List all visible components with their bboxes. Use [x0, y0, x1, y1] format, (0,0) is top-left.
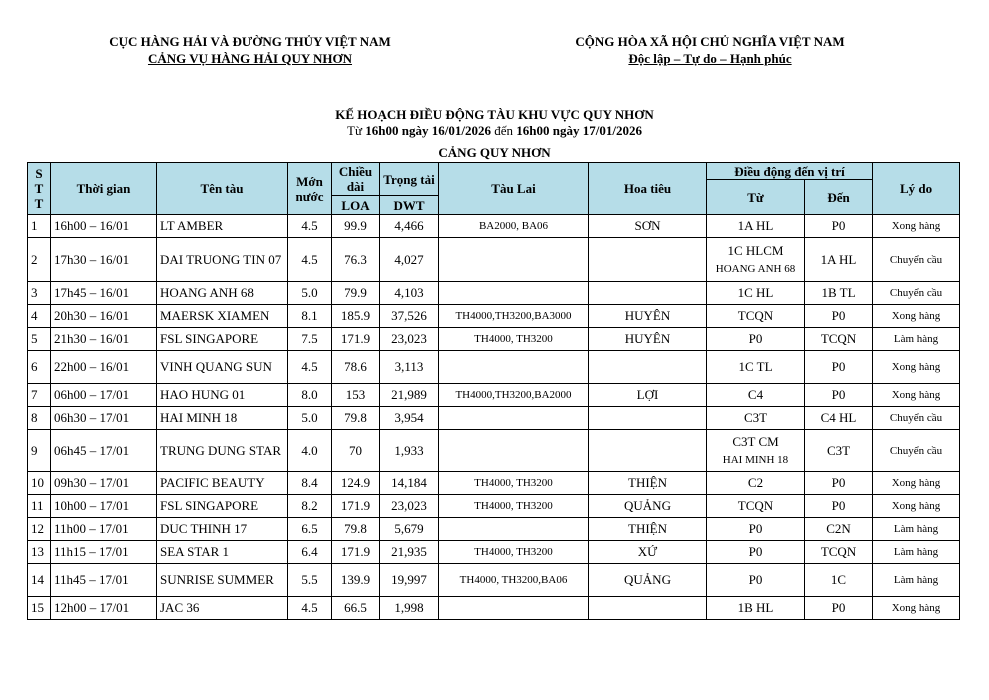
- row-tugs: [439, 407, 589, 430]
- row-dwt: 23,023: [380, 328, 439, 351]
- row-from: [707, 407, 805, 430]
- table-row: [28, 564, 960, 597]
- row-reason: Làm hàng: [873, 328, 960, 351]
- col-length-unit: LOA: [332, 196, 380, 215]
- row-time: 06h30 – 17/01: [51, 407, 157, 430]
- row-draft: 8.2: [288, 495, 332, 518]
- row-loa: 79.8: [332, 518, 380, 541]
- row-stt: 14: [28, 564, 51, 597]
- row-time: 12h00 – 17/01: [51, 597, 157, 620]
- from-word: Từ: [347, 123, 363, 138]
- row-draft: 4.5: [288, 351, 332, 384]
- row-draft: 5.5: [288, 564, 332, 597]
- row-time: 06h00 – 17/01: [51, 384, 157, 407]
- row-from-note: HOANG ANH 68: [715, 262, 796, 275]
- row-pilot: [589, 430, 707, 472]
- row-time: 17h45 – 16/01: [51, 282, 157, 305]
- table-row: [28, 518, 960, 541]
- row-draft: 4.5: [288, 597, 332, 620]
- row-dwt: 19,997: [380, 564, 439, 597]
- row-pilot: QUẢNG: [589, 564, 707, 597]
- to-word: đến: [494, 123, 514, 138]
- row-tugs: TH4000, TH3200: [439, 472, 589, 495]
- row-stt: 1: [28, 215, 51, 238]
- row-dwt: 3,954: [380, 407, 439, 430]
- row-time: 11h00 – 17/01: [51, 518, 157, 541]
- row-draft: 5.0: [288, 407, 332, 430]
- row-reason: Làm hàng: [873, 541, 960, 564]
- row-reason: Chuyển cầu: [873, 430, 960, 472]
- motto: Độc lập – Tự do – Hạnh phúc: [628, 51, 792, 66]
- row-pilot: THIỆN: [589, 518, 707, 541]
- row-dwt: 21,935: [380, 541, 439, 564]
- row-from: [707, 430, 805, 472]
- row-to: 1C: [805, 564, 873, 597]
- table-row: [28, 407, 960, 430]
- row-tugs: [439, 351, 589, 384]
- row-dwt: 37,526: [380, 305, 439, 328]
- row-time: 22h00 – 16/01: [51, 351, 157, 384]
- table-row: [28, 384, 960, 407]
- row-pilot: HUYÊN: [589, 305, 707, 328]
- row-from-berth: P0: [748, 572, 763, 587]
- row-ship-name: LT AMBER: [157, 215, 288, 238]
- row-draft: 8.4: [288, 472, 332, 495]
- row-time: 09h30 – 17/01: [51, 472, 157, 495]
- row-tugs: TH4000, TH3200: [439, 328, 589, 351]
- row-loa: 66.5: [332, 597, 380, 620]
- row-pilot: LỢI: [589, 384, 707, 407]
- row-stt: 10: [28, 472, 51, 495]
- row-from: [707, 472, 805, 495]
- row-dwt: 4,466: [380, 215, 439, 238]
- row-to: C4 HL: [805, 407, 873, 430]
- row-loa: 79.9: [332, 282, 380, 305]
- row-from-berth: 1B HL: [737, 600, 774, 615]
- date-range: [0, 123, 989, 139]
- row-dwt: 4,027: [380, 238, 439, 282]
- agency-header: [60, 33, 440, 67]
- row-tugs: TH4000, TH3200: [439, 495, 589, 518]
- row-loa: 78.6: [332, 351, 380, 384]
- row-pilot: SƠN: [589, 215, 707, 238]
- row-reason: Xong hàng: [873, 305, 960, 328]
- row-pilot: [589, 407, 707, 430]
- row-from: [707, 495, 805, 518]
- table-row: [28, 541, 960, 564]
- row-time: 11h45 – 17/01: [51, 564, 157, 597]
- row-dwt: 23,023: [380, 495, 439, 518]
- row-stt: 4: [28, 305, 51, 328]
- table-row: [28, 305, 960, 328]
- col-draft: Mớn nước: [288, 163, 332, 215]
- row-tugs: [439, 518, 589, 541]
- row-to: P0: [805, 384, 873, 407]
- row-reason: Chuyển cầu: [873, 238, 960, 282]
- row-from-berth: C2: [747, 475, 764, 490]
- row-loa: 185.9: [332, 305, 380, 328]
- row-from: [707, 328, 805, 351]
- row-from: [707, 305, 805, 328]
- row-stt: 11: [28, 495, 51, 518]
- row-to: P0: [805, 495, 873, 518]
- row-ship-name: HAO HUNG 01: [157, 384, 288, 407]
- row-reason: Xong hàng: [873, 597, 960, 620]
- col-length: Chiều dài: [332, 163, 380, 196]
- row-tugs: TH4000, TH3200: [439, 541, 589, 564]
- row-dwt: 4,103: [380, 282, 439, 305]
- row-from: [707, 384, 805, 407]
- row-from-berth: 1C HLCM: [727, 242, 784, 258]
- row-stt: 5: [28, 328, 51, 351]
- row-dwt: 3,113: [380, 351, 439, 384]
- row-draft: 6.5: [288, 518, 332, 541]
- row-reason: Xong hàng: [873, 384, 960, 407]
- row-from-berth: C3T: [743, 410, 768, 425]
- row-loa: 139.9: [332, 564, 380, 597]
- col-reason: Lý do: [873, 163, 960, 215]
- row-ship-name: FSL SINGAPORE: [157, 495, 288, 518]
- row-tugs: [439, 282, 589, 305]
- row-time: 06h45 – 17/01: [51, 430, 157, 472]
- row-stt: 13: [28, 541, 51, 564]
- row-from-berth: P0: [748, 544, 763, 559]
- table-row: [28, 238, 960, 282]
- row-tugs: [439, 597, 589, 620]
- col-tonnage-unit: DWT: [380, 196, 439, 215]
- agency-parent-name: CỤC HÀNG HẢI VÀ ĐƯỜNG THỦY VIỆT NAM: [109, 34, 391, 49]
- row-from-berth: P0: [748, 331, 763, 346]
- row-from: [707, 541, 805, 564]
- row-time: 20h30 – 16/01: [51, 305, 157, 328]
- row-tugs: [439, 238, 589, 282]
- row-ship-name: SUNRISE SUMMER: [157, 564, 288, 597]
- row-draft: 4.0: [288, 430, 332, 472]
- row-to: P0: [805, 351, 873, 384]
- agency-name: CẢNG VỤ HÀNG HẢI QUY NHƠN: [147, 51, 353, 66]
- row-from: [707, 282, 805, 305]
- row-dwt: 5,679: [380, 518, 439, 541]
- row-pilot: [589, 597, 707, 620]
- row-dwt: 21,989: [380, 384, 439, 407]
- row-loa: 171.9: [332, 495, 380, 518]
- row-from-berth: 1C TL: [738, 359, 773, 374]
- table-row: [28, 282, 960, 305]
- table-body: [28, 215, 960, 620]
- col-time: Thời gian: [51, 163, 157, 215]
- col-tonnage: Trọng tải: [380, 163, 439, 196]
- row-from-berth: 1C HL: [737, 285, 774, 300]
- row-loa: 124.9: [332, 472, 380, 495]
- row-reason: Làm hàng: [873, 518, 960, 541]
- row-dwt: 1,933: [380, 430, 439, 472]
- col-stt: S T T: [28, 163, 51, 215]
- port-name: CẢNG QUY NHƠN: [438, 145, 551, 160]
- row-from-berth: 1A HL: [737, 218, 774, 233]
- row-ship-name: MAERSK XIAMEN: [157, 305, 288, 328]
- national-motto-header: [520, 33, 900, 67]
- row-loa: 171.9: [332, 328, 380, 351]
- vessel-movement-table: [27, 162, 960, 620]
- table-row: [28, 430, 960, 472]
- row-tugs: [439, 430, 589, 472]
- row-stt: 2: [28, 238, 51, 282]
- table-row: [28, 597, 960, 620]
- table-header: [28, 163, 960, 215]
- row-time: 10h00 – 17/01: [51, 495, 157, 518]
- row-ship-name: JAC 36: [157, 597, 288, 620]
- row-draft: 8.0: [288, 384, 332, 407]
- row-to: P0: [805, 472, 873, 495]
- row-stt: 6: [28, 351, 51, 384]
- row-to: P0: [805, 597, 873, 620]
- row-reason: Chuyển cầu: [873, 407, 960, 430]
- row-from-berth: C4: [747, 387, 764, 402]
- row-pilot: [589, 351, 707, 384]
- table-row: [28, 351, 960, 384]
- row-time: 17h30 – 16/01: [51, 238, 157, 282]
- row-reason: Xong hàng: [873, 215, 960, 238]
- row-pilot: [589, 238, 707, 282]
- row-from-berth: P0: [748, 521, 763, 536]
- row-ship-name: HAI MINH 18: [157, 407, 288, 430]
- row-stt: 7: [28, 384, 51, 407]
- row-ship-name: VINH QUANG SUN: [157, 351, 288, 384]
- row-from-note: HAI MINH 18: [722, 453, 789, 466]
- row-tugs: BA2000, BA06: [439, 215, 589, 238]
- row-ship-name: HOANG ANH 68: [157, 282, 288, 305]
- row-from-berth: TCQN: [737, 308, 774, 323]
- row-ship-name: DAI TRUONG TIN 07: [157, 238, 288, 282]
- row-from-berth: TCQN: [737, 498, 774, 513]
- row-to: P0: [805, 305, 873, 328]
- row-tugs: TH4000,TH3200,BA2000: [439, 384, 589, 407]
- row-from-berth: C3T CM: [732, 433, 779, 449]
- row-loa: 99.9: [332, 215, 380, 238]
- row-ship-name: FSL SINGAPORE: [157, 328, 288, 351]
- row-stt: 8: [28, 407, 51, 430]
- row-draft: 4.5: [288, 238, 332, 282]
- col-tug: Tàu Lai: [439, 163, 589, 215]
- row-to: 1B TL: [805, 282, 873, 305]
- table-row: [28, 495, 960, 518]
- row-draft: 8.1: [288, 305, 332, 328]
- table-row: [28, 328, 960, 351]
- row-draft: 7.5: [288, 328, 332, 351]
- col-to: Đến: [805, 180, 873, 215]
- row-time: 16h00 – 16/01: [51, 215, 157, 238]
- col-from: Từ: [707, 180, 805, 215]
- row-to: C2N: [805, 518, 873, 541]
- row-time: 21h30 – 16/01: [51, 328, 157, 351]
- row-draft: 6.4: [288, 541, 332, 564]
- row-dwt: 1,998: [380, 597, 439, 620]
- row-loa: 79.8: [332, 407, 380, 430]
- row-ship-name: DUC THINH 17: [157, 518, 288, 541]
- row-time: 11h15 – 17/01: [51, 541, 157, 564]
- to-time: 16h00 ngày 17/01/2026: [516, 123, 642, 138]
- row-stt: 15: [28, 597, 51, 620]
- row-loa: 153: [332, 384, 380, 407]
- table-row: [28, 472, 960, 495]
- col-move-group: Điều động đến vị trí: [707, 163, 873, 180]
- row-ship-name: PACIFIC BEAUTY: [157, 472, 288, 495]
- row-reason: Chuyển cầu: [873, 282, 960, 305]
- col-ship: Tên tàu: [157, 163, 288, 215]
- row-stt: 12: [28, 518, 51, 541]
- row-stt: 9: [28, 430, 51, 472]
- row-reason: Xong hàng: [873, 495, 960, 518]
- row-from: [707, 564, 805, 597]
- row-from: [707, 215, 805, 238]
- row-reason: Làm hàng: [873, 564, 960, 597]
- row-pilot: QUẢNG: [589, 495, 707, 518]
- row-from: [707, 351, 805, 384]
- row-from: [707, 238, 805, 282]
- row-to: TCQN: [805, 541, 873, 564]
- row-ship-name: TRUNG DUNG STAR: [157, 430, 288, 472]
- row-draft: 4.5: [288, 215, 332, 238]
- row-loa: 171.9: [332, 541, 380, 564]
- row-dwt: 14,184: [380, 472, 439, 495]
- row-tugs: TH4000, TH3200,BA06: [439, 564, 589, 597]
- row-draft: 5.0: [288, 282, 332, 305]
- row-pilot: HUYÊN: [589, 328, 707, 351]
- row-pilot: XỨ: [589, 541, 707, 564]
- row-pilot: [589, 282, 707, 305]
- row-ship-name: SEA STAR 1: [157, 541, 288, 564]
- row-reason: Xong hàng: [873, 351, 960, 384]
- row-pilot: THIỆN: [589, 472, 707, 495]
- row-to: P0: [805, 215, 873, 238]
- col-pilot: Hoa tiêu: [589, 163, 707, 215]
- from-time: 16h00 ngày 16/01/2026: [365, 123, 491, 138]
- row-to: C3T: [805, 430, 873, 472]
- row-loa: 76.3: [332, 238, 380, 282]
- country-name: CỘNG HÒA XÃ HỘI CHỦ NGHĨA VIỆT NAM: [575, 34, 845, 49]
- row-from: [707, 518, 805, 541]
- row-to: TCQN: [805, 328, 873, 351]
- row-loa: 70: [332, 430, 380, 472]
- row-tugs: TH4000,TH3200,BA3000: [439, 305, 589, 328]
- row-from: [707, 597, 805, 620]
- row-to: 1A HL: [805, 238, 873, 282]
- row-stt: 3: [28, 282, 51, 305]
- document-title: KẾ HOẠCH ĐIỀU ĐỘNG TÀU KHU VỰC QUY NHƠN: [335, 107, 654, 122]
- table-row: [28, 215, 960, 238]
- row-reason: Xong hàng: [873, 472, 960, 495]
